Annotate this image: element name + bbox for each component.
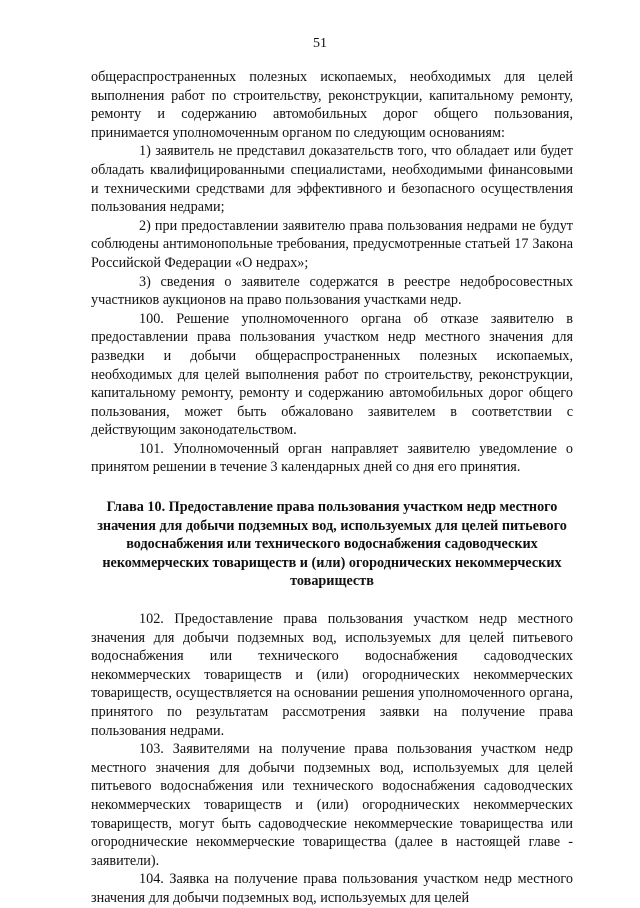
list-item-3: 3) сведения о заявителе содержатся в реестре недобросовестных участников аукционов на право пользования участками недр. [91,273,573,309]
list-item-1: 1) заявитель не представил доказательств того, что обладает или будет обладать квалифицированными специалистами, необходимыми финансовыми и техническими средствами для эффективного и безопасного осуществления пользования недрами; [91,143,573,216]
paragraph-104: 104. Заявка на получение права пользования участком недр местного значения для добычи подземных вод, используемых для целей [91,871,573,906]
paragraph-continuation: общераспространенных полезных ископаемых, необходимых для целей выполнения работ по строительству, реконструкции, капитальному ремонту, ремонту и содержанию автомобильных дорог общего пользования, принимается уполномоченным органом по следующим основаниям: [91,69,573,141]
list-item-2: 2) при предоставлении заявителю права пользования недрами не будут соблюдены антимонопольные требования, предусмотренные статьей 17 Закона Российской Федерации «О недрах»; [91,217,573,271]
paragraph-102: 102. Предоставление права пользования участком недр местного значения для добычи подземных вод, используемых для целей питьевого водоснабжения или технического водоснабжения садоводческих некоммерческих товариществ и (или) огороднических некоммерческих товариществ, осуществляется на основании решения уполномоченного органа, принятого по результатам рассмотрения заявки на получение права пользования недрами. [91,611,573,739]
spacer [91,591,573,610]
spacer [91,477,573,498]
paragraph-103: 103. Заявителями на получение права пользования участком недр местного значения для добычи подземных вод, используемых для целей питьевого водоснабжения или технического водоснабжения садоводческих некоммерческих товариществ и (или) огороднических некоммерческих товариществ, могут быть садоводческие некоммерческие товарищества или огороднические некоммерческие товарищества (далее в настоящей главе - заявители). [91,741,573,869]
document-body [91,68,573,908]
page-number: 51 [313,36,327,51]
paragraph-100: 100. Решение уполномоченного органа об отказе заявителю в предоставлении права пользования участком недр местного значения для разведки и добычи общераспространенных полезных ископаемых, необходимых для целей выполнения работ по строительству, реконструкции, капитальному ремонту, ремонту и содержанию автомобильных дорог общего пользования, может быть обжаловано заявителем в соответствии с действующим законодательством. [91,310,573,439]
chapter-heading: Глава 10. Предоставление права пользования участком недр местного значения для добычи подземных вод, используемых для целей питьевого водоснабжения или технического водоснабжения садоводческих некоммерческих товариществ и (или) огороднических некоммерческих товариществ [97,499,567,590]
paragraph-101: 101. Уполномоченный орган направляет заявителю уведомление о принятом решении в течение 3 календарных дней со дня его принятия. [91,440,573,476]
